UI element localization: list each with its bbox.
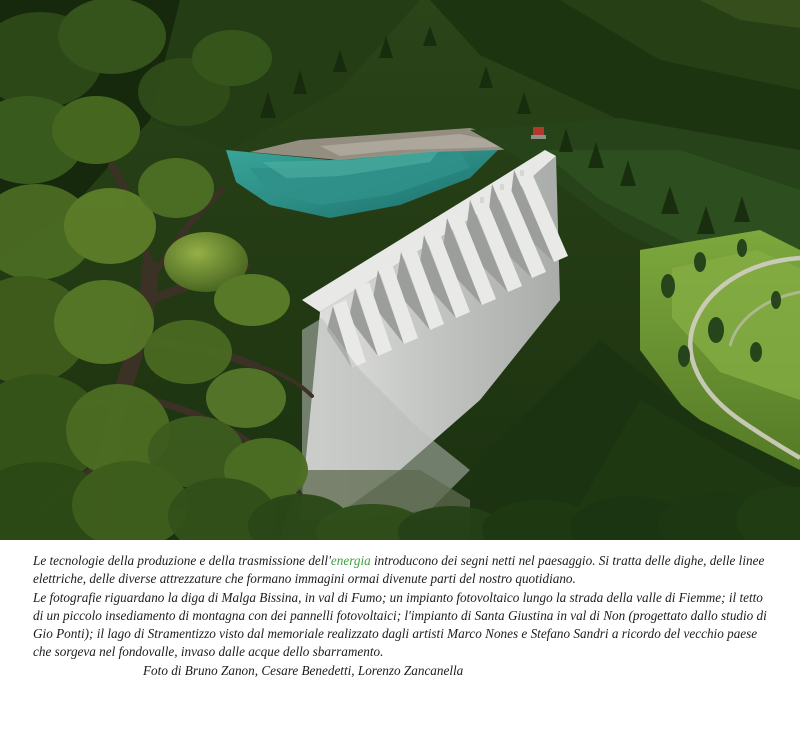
caption-block bbox=[0, 540, 800, 733]
photo-credits: Foto di Bruno Zanon, Cesare Benedetti, Lorenzo Zancanella bbox=[143, 662, 464, 678]
caption-highlight-energia: energia bbox=[330, 553, 371, 568]
caption-paragraph-2: Le fotografie riguardano la diga di Malga Bissina, in val di Fumo; un impianto fotovoltaico lungo la strada della valle di Fiemme; il tetto di un piccolo insediamento di montagna con dei pannelli fotovoltaici; l'impianto di Santa Giustina in val di Non (progettato dallo studio di Gio Ponti); il lago di Stramentizzo visto dal memoriale realizzato dagli artisti Marco Nones e Stefano Sandri a ricordo del vecchio paese che sorgeva nel fondovalle, invaso dalle acque dello sbarramento. bbox=[33, 589, 767, 660]
caption-text-part-a: Le tecnologie della produzione e della trasmissione dell' bbox=[33, 553, 331, 568]
caption-text-part-b: introducono dei segni netti nel paesaggio. Si tratta delle dighe, delle linee elettriche, delle diverse attrezzature che formano immagini ormai divenute parti del nostro quotidiano. bbox=[33, 553, 765, 587]
caption-paragraph-1 bbox=[33, 552, 770, 589]
